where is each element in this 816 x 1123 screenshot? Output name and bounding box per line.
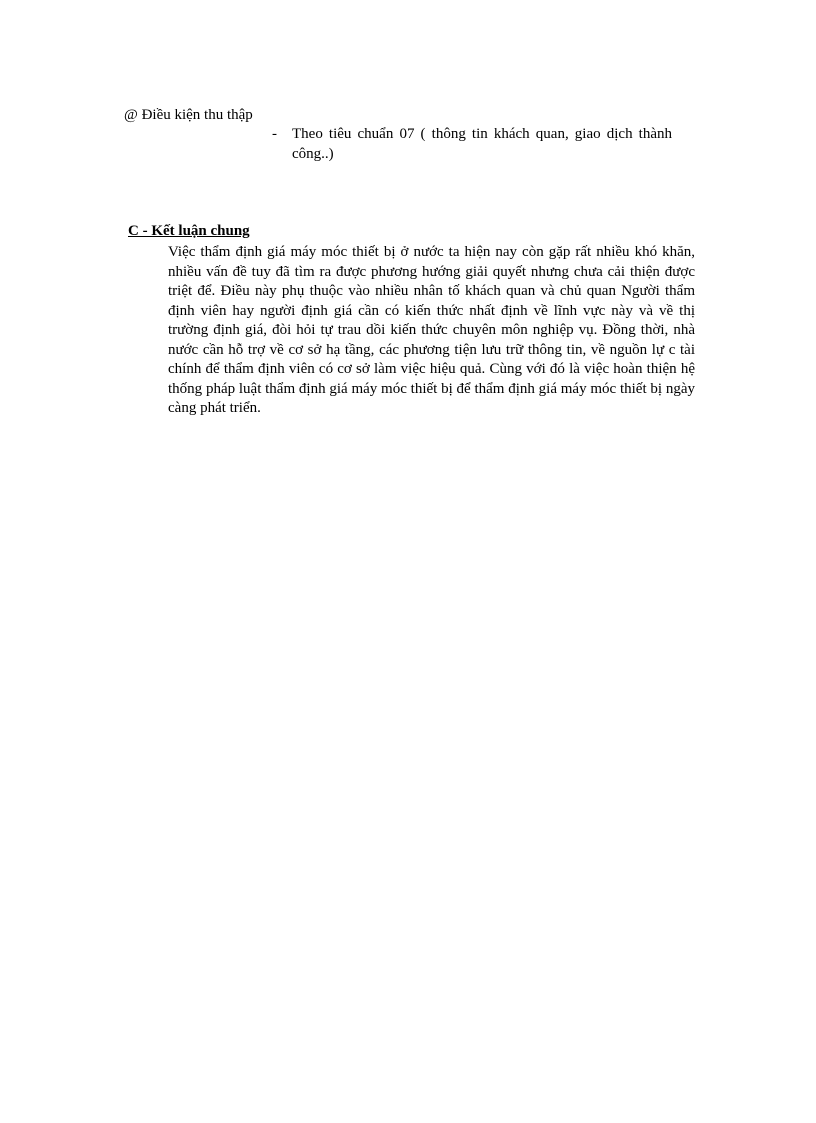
- section-heading: C - Kết luận chung: [128, 223, 250, 239]
- bullet-marker: -: [272, 126, 277, 142]
- conclusion-paragraph: Việc thẩm định giá máy móc thiết bị ở nước ta hiện nay còn gặp rất nhiều khó khăn, nhiều vấn đề tuy đã tìm ra được phương hướng giải quyết nhưng chưa cải thiện được triệt để. Điều này phụ thuộc vào nhiều nhân tố khách quan và chủ quan Người thẩm định viên hay người định giá cần có kiến thức nhất định về lĩnh vực này và về thị trường định giá, đòi hỏi tự trau dồi kiến thức chuyên môn nghiệp vụ. Đồng thời, nhà nước cần hỗ trợ về cơ sở hạ tầng, các phương tiện lưu trữ thông tin, về nguồn lự c tài chính để thẩm định viên có cơ sở làm việc hiệu quả. Cùng với đó là việc hoàn thiện hệ thống pháp luật thẩm định giá máy móc thiết bị để thẩm định giá máy móc thiết bị ngày càng phát triển.: [168, 244, 695, 416]
- bullet-text: Theo tiêu chuẩn 07 ( thông tin khách quan, giao dịch thành công..): [292, 126, 672, 162]
- bullet-item: [272, 124, 672, 164]
- collection-condition-label: @ Điều kiện thu thập: [124, 107, 253, 123]
